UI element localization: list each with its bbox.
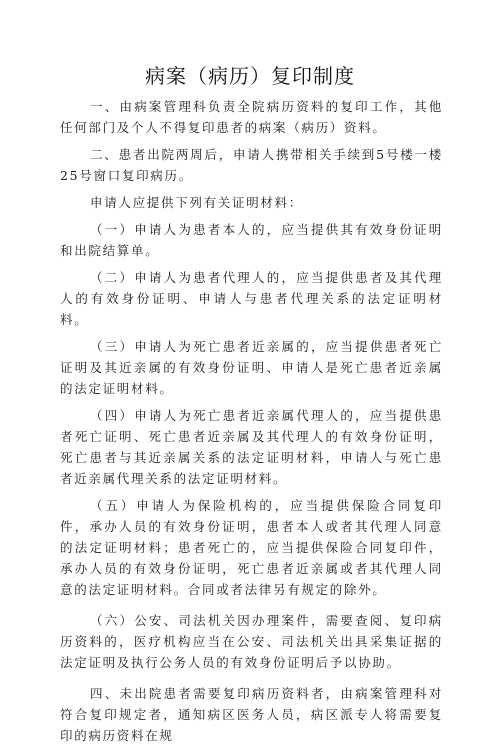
paragraph-2: 二、患者出院两周后，申请人携带相关手续到5号楼一楼25号窗口复印病历。 bbox=[60, 147, 443, 183]
paragraph-3: 申请人应提供下列有关证明材料： bbox=[90, 195, 304, 210]
paragraph-9: （六）公安、司法机关因办理案件，需要查阅、复印病历资料的，医疗机构应当在公安、司法机关出具采集证据的法定证明及执行公务人员的有效身份证明后予以协助。 bbox=[60, 613, 443, 670]
paragraph-7: （四）申请人为死亡患者近亲属代理人的，应当提供患者死亡证明、死亡患者近亲属及其代理人的有效身份证明，死亡患者与其近亲属关系的法定证明材料，申请人与死亡患者近亲属代理关系的法定证明材料。 bbox=[60, 408, 443, 486]
paragraph-10: 四、未出院患者需要复印病历资料者，由病案管理科对符合复印规定者，通知病区医务人员，病区派专人将需要复印的病历资料在规 bbox=[60, 686, 443, 743]
paragraph-8: （五）申请人为保险机构的，应当提供保险合同复印件，承办人员的有效身份证明，患者本人或者其代理人同意的法定证明材料；患者死亡的，应当提供保险合同复印件，承办人员的有效身份证明，死亡患者近亲属或者其代理人同意的法定证明材料。合同或者法律另有规定的除外。 bbox=[60, 498, 443, 597]
document-body bbox=[60, 96, 443, 746]
paragraph-4: （一）申请人为患者本人的，应当提供其有效身份证明和出院结算单。 bbox=[60, 222, 443, 258]
paragraph-6: （三）申请人为死亡患者近亲属的，应当提供患者死亡证明及其近亲属的有效身份证明、申请人是死亡患者近亲属的法定证明材料。 bbox=[60, 339, 443, 396]
document-title: 病案（病历）复印制度 bbox=[145, 64, 355, 88]
paragraph-1: 一、由病案管理科负责全院病历资料的复印工作，其他任何部门及个人不得复印患者的病案（病历）资料。 bbox=[60, 99, 443, 135]
paragraph-5: （二）申请人为患者代理人的，应当提供患者及其代理人的有效身份证明、申请人与患者代理关系的法定证明材料。 bbox=[60, 270, 443, 327]
